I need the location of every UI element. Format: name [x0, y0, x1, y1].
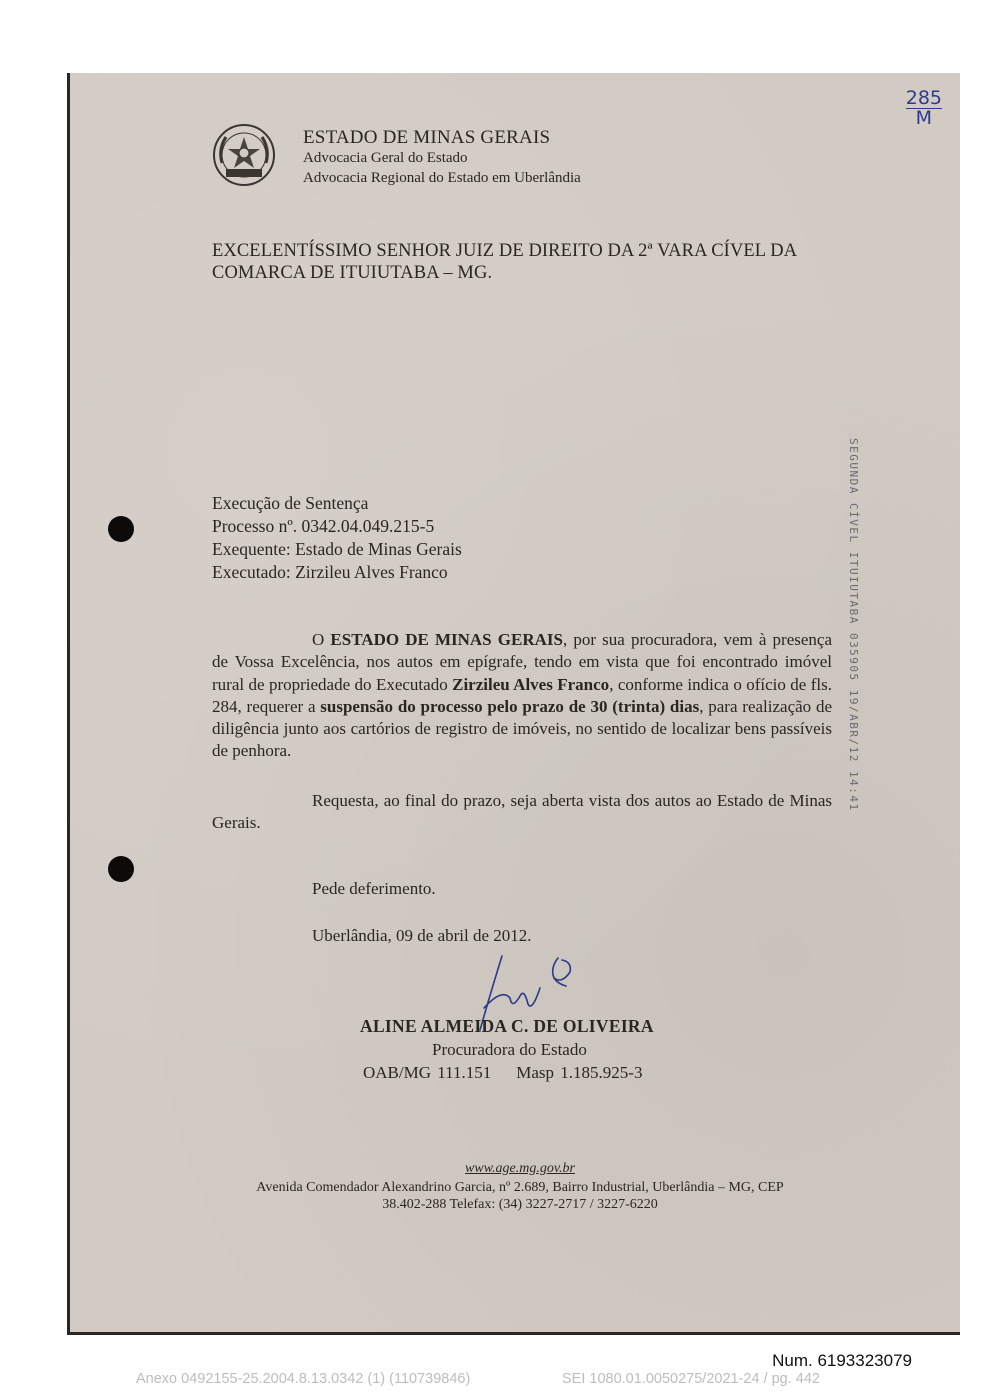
- footer-website: www.age.mg.gov.br: [465, 1161, 575, 1176]
- scanned-document-page: [67, 73, 960, 1335]
- header-regional-office: Advocacia Regional do Estado em Uberlândia: [303, 170, 581, 186]
- handwritten-page-number: [906, 89, 942, 128]
- signatory-role: Procuradora do Estado: [432, 1040, 587, 1059]
- paragraph-text: , conforme indica o ofício de fls. 284, requerer a: [212, 674, 833, 716]
- masp-number: Masp 1.185.925-3: [516, 1063, 643, 1082]
- punch-hole: [108, 516, 134, 542]
- signatory-name: ALINE ALMEIDA C. DE OLIVEIRA: [360, 1016, 654, 1036]
- document-id: Num. 6193323079: [772, 1351, 912, 1370]
- case-defendant: Executado: Zirzileu Alves Franco: [212, 562, 448, 582]
- sei-reference: SEI 1080.01.0050275/2021-24 / pg. 442: [562, 1371, 820, 1387]
- header-state: ESTADO DE MINAS GERAIS: [303, 127, 551, 148]
- case-plaintiff: Exequente: Estado de Minas Gerais: [212, 539, 462, 559]
- paragraph-text: , para realização de diligência junto aos cartórios de registro de imóveis, no sentido de localizar bens passíveis de penhora.: [212, 696, 832, 761]
- addressee: EXCELENTÍSSIMO SENHOR JUIZ DE DIREITO DA 2ª VARA CÍVEL DA COMARCA DE ITUIUTABA – MG.: [212, 241, 797, 283]
- case-type: Execução de Sentença: [212, 493, 369, 513]
- case-info: [212, 492, 462, 584]
- footer-address-line-1: Avenida Comendador Alexandrino Garcia, nº 2.689, Bairro Industrial, Uberlândia – MG, CEP: [256, 1180, 784, 1195]
- page-initial: M: [915, 107, 933, 129]
- annex-reference: Anexo 0492155-25.2004.8.13.0342 (1) (110739846): [136, 1371, 471, 1387]
- paragraph-text: , por sua procuradora, vem à presença de Vossa Excelência, nos autos em epígrafe, tendo em vista que foi encontrado imóvel rural de propriedade do Executado: [212, 630, 832, 694]
- case-process-number: Processo nº. 0342.04.049.215-5: [212, 516, 435, 536]
- minas-gerais-coat-of-arms: [212, 123, 276, 187]
- closing: Pede deferimento.: [312, 879, 436, 898]
- paragraph-text: O: [312, 630, 331, 649]
- party-name: ESTADO DE MINAS GERAIS: [330, 630, 563, 649]
- request-text: suspensão do processo pelo prazo de 30 (trinta) dias: [320, 696, 700, 716]
- punch-hole: [108, 856, 134, 882]
- paragraph-text: Requesta, ao final do prazo, seja aberta vista dos autos ao Estado de Minas Gerais.: [212, 791, 832, 833]
- petition-paragraph: [212, 629, 832, 763]
- defendant-name: Zirzileu Alves Franco: [452, 674, 610, 694]
- oab-number: OAB/MG 111.151: [363, 1063, 492, 1082]
- page-number: 285: [905, 87, 942, 109]
- request-paragraph: [212, 790, 832, 835]
- court-receipt-stamp: SEGUNDA CÍVEL ITUIUTABA 035905 19/ABR/12 14:41: [847, 438, 860, 812]
- header-agency: Advocacia Geral do Estado: [303, 150, 468, 166]
- place-date: Uberlândia, 09 de abril de 2012.: [312, 926, 532, 945]
- signatory-credentials: [363, 1063, 642, 1083]
- footer-address-line-2: 38.402-288 Telefax: (34) 3227-2717 / 3227-6220: [382, 1197, 658, 1212]
